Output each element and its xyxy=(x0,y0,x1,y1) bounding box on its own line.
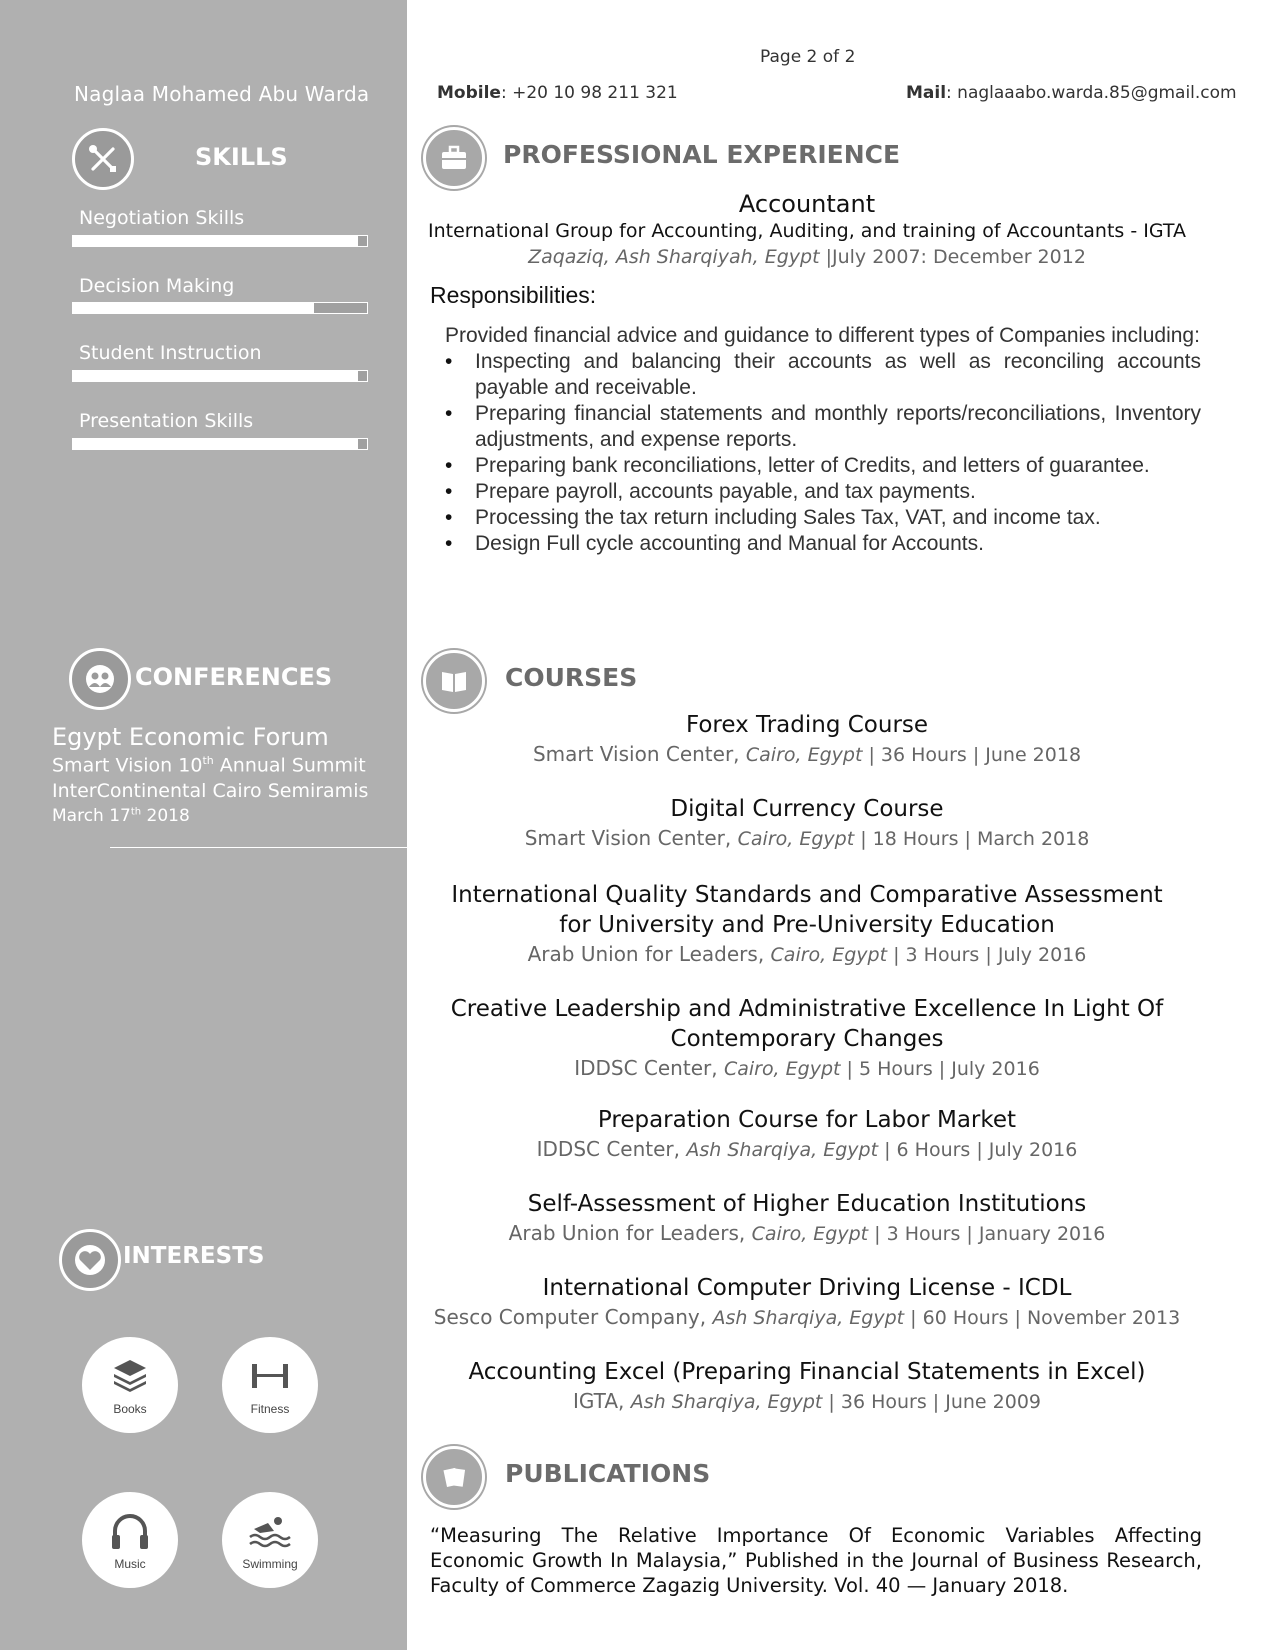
course-details: IGTA, Ash Sharqiya, Egypt | 36 Hours | June 2009 xyxy=(572,1389,1042,1413)
interest-label: Swimming xyxy=(242,1557,298,1571)
interest-label: Music xyxy=(114,1557,146,1571)
list-item: • Preparing bank reconciliations, letter of Credits, and letters of guarantee. xyxy=(475,453,1201,479)
people-icon xyxy=(69,648,131,710)
responsibilities-block xyxy=(445,323,1201,557)
publications-heading: PUBLICATIONS xyxy=(505,1459,711,1488)
skill-label: Decision Making xyxy=(79,275,235,297)
skill-label: Negotiation Skills xyxy=(79,207,245,229)
books-icon xyxy=(108,1354,152,1398)
course-title: Forex Trading Course xyxy=(685,712,929,738)
publication-text: “Measuring The Relative Importance Of Economic Variables Affecting Economic Growth In Malaysia,” Published in the Journal of Business Research, Faculty of Commerce Zagazig University. Vol. 40 — January 2018. xyxy=(430,1524,1202,1597)
sidebar-divider xyxy=(110,847,407,848)
interest-fitness xyxy=(222,1337,318,1433)
interests-heading: INTERESTS xyxy=(123,1243,265,1269)
briefcase-icon xyxy=(423,127,485,189)
conference-name: Egypt Economic Forum xyxy=(52,723,329,751)
list-item: • Preparing financial statements and monthly reports/reconciliations, Inventory adjustments, and expense reports. xyxy=(475,401,1201,453)
skill-bar-fill xyxy=(73,371,358,381)
list-item: • Processing the tax return including Sales Tax, VAT, and income tax. xyxy=(475,505,1201,531)
documents-icon xyxy=(423,1446,485,1508)
course-details: Arab Union for Leaders, Cairo, Egypt | 3 Hours | July 2016 xyxy=(527,942,1087,966)
job-location-dates: Zaqaziq, Ash Sharqiyah, Egypt |July 2007: December 2012 xyxy=(528,246,1086,268)
list-item: • Inspecting and balancing their accounts as well as reconciling accounts payable and receivable. xyxy=(475,349,1201,401)
skill-bar xyxy=(72,235,368,247)
course-item xyxy=(407,712,1207,766)
course-details: Arab Union for Leaders, Cairo, Egypt | 3 Hours | January 2016 xyxy=(508,1221,1106,1245)
course-title: Accounting Excel (Preparing Financial Statements in Excel) xyxy=(468,1359,1146,1385)
candidate-name: Naglaa Mohamed Abu Warda xyxy=(74,82,370,106)
interest-swimming xyxy=(222,1492,318,1588)
course-item xyxy=(437,880,1177,966)
course-title: Creative Leadership and Administrative Excellence In Light Of Contemporary Changes xyxy=(450,996,1164,1052)
course-title: Self-Assessment of Higher Education Institutions xyxy=(527,1191,1087,1217)
skill-bar xyxy=(72,302,368,314)
interest-music xyxy=(82,1492,178,1588)
heart-icon xyxy=(59,1229,121,1291)
fitness-icon xyxy=(248,1354,292,1398)
conferences-heading: CONFERENCES xyxy=(135,663,333,691)
mobile-line: Mobile: +20 10 98 211 321 xyxy=(437,83,678,103)
course-title: International Quality Standards and Comparative Assessment for University and Pre-University Education xyxy=(451,882,1163,938)
conference-venue: InterContinental Cairo Semiramis xyxy=(52,780,369,802)
responsibilities-heading: Responsibilities: xyxy=(430,282,597,308)
course-details: Sesco Computer Company, Ash Sharqiya, Egypt | 60 Hours | November 2013 xyxy=(433,1305,1181,1329)
course-item xyxy=(407,796,1207,850)
responsibilities-intro: Provided financial advice and guidance to different types of Companies including: xyxy=(445,324,1200,347)
course-details: Smart Vision Center, Cairo, Egypt | 36 Hours | June 2018 xyxy=(532,742,1082,766)
skill-label: Student Instruction xyxy=(79,342,262,364)
course-item xyxy=(447,994,1167,1080)
skill-bar-fill xyxy=(73,439,358,449)
course-details: IDDSC Center, Cairo, Egypt | 5 Hours | July 2016 xyxy=(574,1056,1040,1080)
conference-date: March 17th 2018 xyxy=(52,806,190,826)
course-title: International Computer Driving License - ICDL xyxy=(542,1275,1072,1301)
job-title: Accountant xyxy=(738,190,876,218)
mail-line: Mail: naglaaabo.warda.85@gmail.com xyxy=(906,83,1237,103)
headphones-icon xyxy=(108,1509,152,1553)
skill-bar-fill xyxy=(73,303,314,313)
course-title: Digital Currency Course xyxy=(670,796,944,822)
course-details: IDDSC Center, Ash Sharqiya, Egypt | 6 Hours | July 2016 xyxy=(536,1137,1078,1161)
course-item xyxy=(407,1107,1207,1161)
company-name: International Group for Accounting, Auditing, and training of Accountants - IGTA xyxy=(427,220,1187,242)
course-title: Preparation Course for Labor Market xyxy=(597,1107,1017,1133)
skill-label: Presentation Skills xyxy=(79,410,254,432)
course-item xyxy=(407,1191,1207,1245)
skills-heading: SKILLS xyxy=(195,143,288,171)
interest-label: Fitness xyxy=(250,1402,290,1416)
experience-heading: PROFESSIONAL EXPERIENCE xyxy=(503,140,901,169)
tools-icon xyxy=(72,128,134,190)
page-number: Page 2 of 2 xyxy=(760,47,856,67)
skill-bar xyxy=(72,438,368,450)
interest-books xyxy=(82,1337,178,1433)
course-item xyxy=(407,1359,1207,1413)
list-item: • Prepare payroll, accounts payable, and tax payments. xyxy=(475,479,1201,505)
swimming-icon xyxy=(248,1509,292,1553)
interest-label: Books xyxy=(113,1402,147,1416)
list-item: • Design Full cycle accounting and Manual for Accounts. xyxy=(475,531,1201,557)
course-details: Smart Vision Center, Cairo, Egypt | 18 Hours | March 2018 xyxy=(524,826,1090,850)
skill-bar xyxy=(72,370,368,382)
conference-event: Smart Vision 10th Annual Summit xyxy=(52,754,366,777)
skill-bar-fill xyxy=(73,236,358,246)
courses-heading: COURSES xyxy=(505,663,638,692)
course-item xyxy=(407,1275,1207,1329)
book-icon xyxy=(423,650,485,712)
